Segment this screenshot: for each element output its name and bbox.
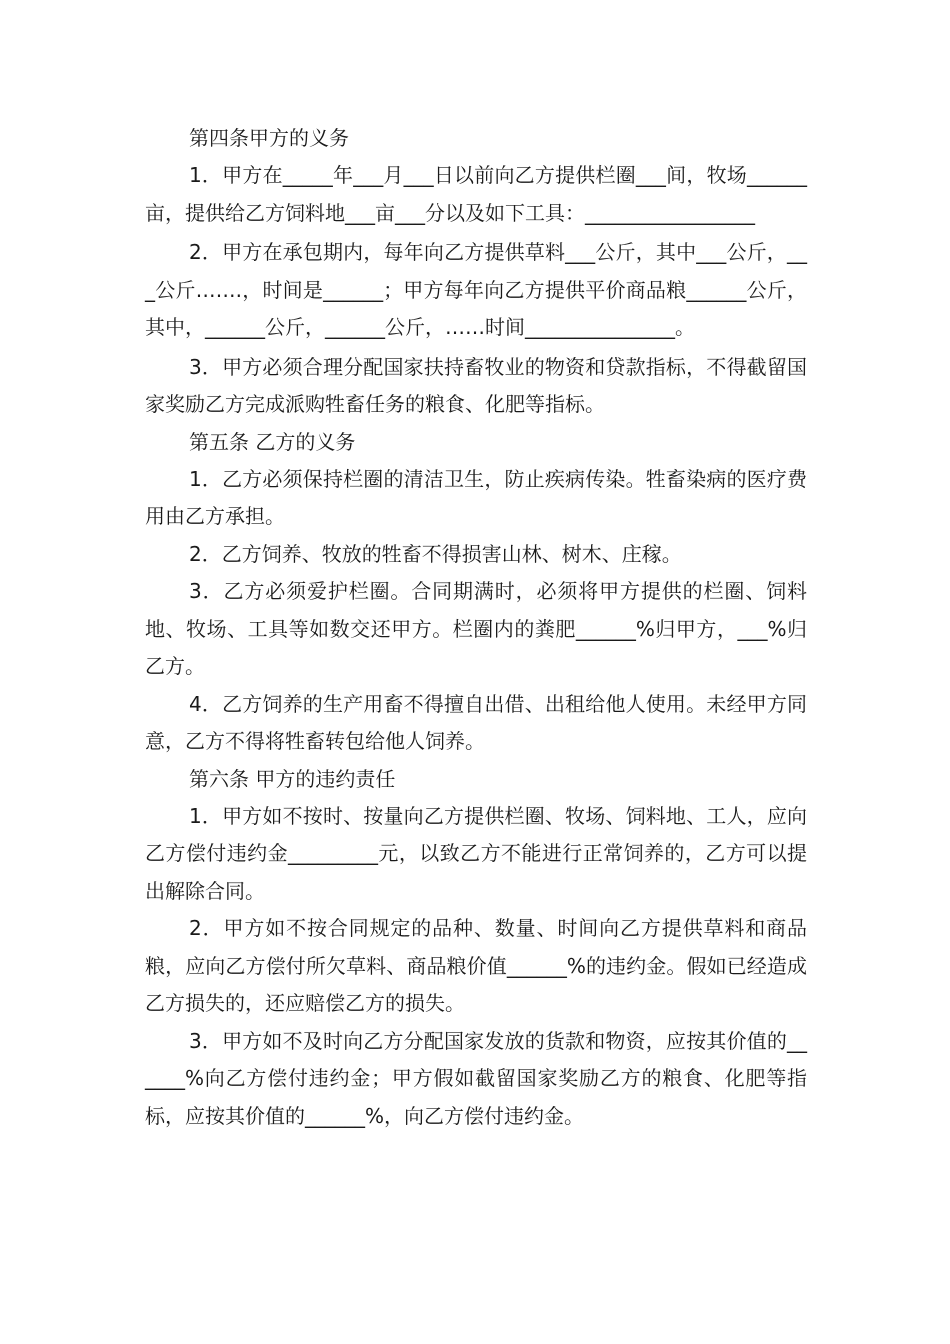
document-page	[145, 120, 807, 1135]
article-5-clause-3: 3．乙方必须爱护栏圈。合同期满时，必须将甲方提供的栏圈、饲料地、牧场、工具等如数交还甲方。栏圈内的粪肥______%归甲方，___%归乙方。	[145, 579, 807, 678]
article-5-clause-2: 2．乙方饲养、牧放的牲畜不得损害山林、树木、庄稼。	[189, 541, 682, 566]
article-4-heading: 第四条甲方的义务	[189, 126, 349, 150]
article-5-heading: 第五条 乙方的义务	[189, 429, 356, 454]
article-6-clause-2: 2．甲方如不按合同规定的品种、数量、时间向乙方提供草料和商品粮，应向乙方偿付所欠草料、商品粮价值______%的违约金。假如已经造成乙方损失的，还应赔偿乙方的损失。	[145, 916, 807, 1015]
article-5-clause-1: 1．乙方必须保持栏圈的清洁卫生，防止疾病传染。牲畜染病的医疗费用由乙方承担。	[145, 466, 807, 528]
article-4-clause-2: 2．甲方在承包期内，每年向乙方提供草料___公斤，其中___公斤，___公斤…….，时间是______；甲方每年向乙方提供平价商品粮______公斤，其中，______公斤，______公斤，……时间_______________。	[145, 240, 807, 339]
article-4-clause-3: 3．甲方必须合理分配国家扶持畜牧业的物资和贷款指标，不得截留国家奖励乙方完成派购牲畜任务的粮食、化肥等指标。	[145, 354, 807, 416]
article-4-clause-1: 1．甲方在_____年___月___日以前向乙方提供栏圈___间，牧场______亩，提供给乙方饲料地___亩___分以及如下工具：_________________	[145, 163, 807, 225]
article-6-heading: 第六条 甲方的违约责任	[189, 766, 396, 791]
article-5-clause-4: 4．乙方饲养的生产用畜不得擅自出借、出租给他人使用。未经甲方同意，乙方不得将牲畜转包给他人饲养。	[145, 691, 807, 753]
article-6-clause-3: 3．甲方如不及时向乙方分配国家发放的货款和物资，应按其价值的______%向乙方偿付违约金；甲方假如截留国家奖励乙方的粮食、化肥等指标，应按其价值的______%，向乙方偿付违约金。	[145, 1028, 807, 1128]
article-6-clause-1: 1．甲方如不按时、按量向乙方提供栏圈、牧场、饲料地、工人，应向乙方偿付违约金_________元，以致乙方不能进行正常饲养的，乙方可以提出解除合同。	[145, 803, 807, 903]
